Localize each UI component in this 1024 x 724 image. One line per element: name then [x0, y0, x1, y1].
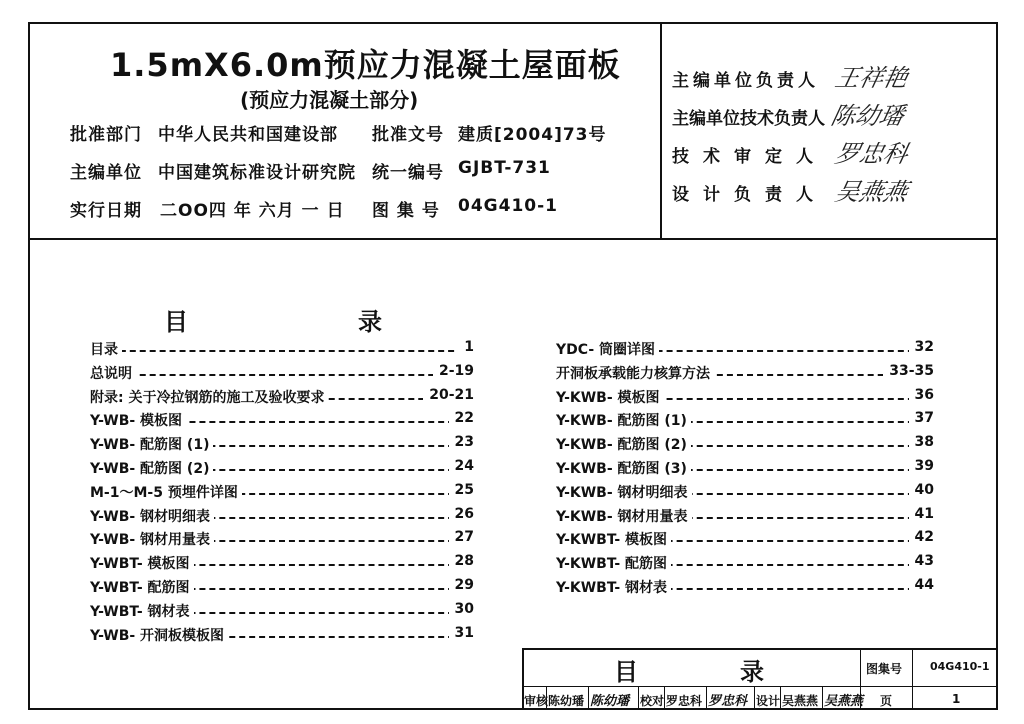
atlas-no-label: 图 集 号: [372, 201, 440, 221]
toc-row: [90, 387, 474, 409]
toc-title: Y-WB- 配筋图 (2): [90, 458, 213, 478]
approval-doc: 建质[2004]73号: [458, 125, 607, 145]
toc-row: [556, 553, 934, 575]
editor-unit: 中国建筑标准设计研究院: [158, 163, 356, 183]
unified-no: GJBT-731: [458, 158, 551, 178]
toc-title: 目录: [90, 339, 122, 359]
toc-row: [90, 434, 474, 456]
responsible-role-4: 设计负责人: [672, 185, 827, 205]
toc-title: Y-WBT- 钢材表: [90, 601, 194, 621]
tb-review-name: 陈幼璠: [548, 694, 585, 708]
tb-check-sig: 罗忠科: [708, 694, 748, 709]
tb-divider-2: [912, 648, 913, 710]
responsible-role-2: 主编单位技术负责人: [672, 109, 825, 129]
toc-title: Y-KWB- 配筋图 (1): [556, 410, 691, 430]
toc-row: [556, 529, 934, 551]
toc-title: YDC- 筒圈详图: [556, 339, 659, 359]
toc-title: M-1～M-5 预埋件详图: [90, 482, 242, 502]
toc-heading-left: 目: [164, 308, 188, 336]
toc-row: [556, 506, 934, 528]
toc-row: [90, 529, 474, 551]
toc-page: 39: [909, 458, 934, 474]
tb-review-label: 审核: [524, 694, 549, 708]
toc-row: [90, 625, 474, 647]
toc-row: [556, 363, 934, 385]
toc-title: Y-WB- 钢材用量表: [90, 529, 214, 549]
toc-row: [556, 458, 934, 480]
document-subtitle: (预应力混凝土部分): [240, 88, 419, 112]
toc-title: Y-WB- 模板图: [90, 410, 186, 430]
toc-title: 总说明: [90, 363, 136, 383]
tb-page-label: 页: [880, 694, 893, 708]
toc-page: 1: [458, 339, 474, 355]
unified-no-label: 统一编号: [372, 163, 444, 183]
editor-unit-label: 主编单位: [70, 163, 142, 183]
toc-title: Y-WB- 钢材明细表: [90, 506, 214, 526]
header-vertical-divider: [660, 22, 662, 238]
tb-check-label: 校对: [640, 694, 665, 708]
toc-row: [556, 577, 934, 599]
toc-title: Y-KWB- 钢材明细表: [556, 482, 692, 502]
approval-dept-label: 批准部门: [70, 125, 142, 145]
atlas-no: 04G410-1: [458, 196, 558, 216]
toc-row: [556, 482, 934, 504]
tb-divider-8: [754, 686, 755, 710]
toc-title: Y-WB- 配筋图 (1): [90, 434, 213, 454]
toc-page: 43: [909, 553, 934, 569]
toc-row: [556, 387, 934, 409]
toc-title: Y-WBT- 配筋图: [90, 577, 194, 597]
tb-divider-6: [664, 686, 665, 710]
toc-page: 33-35: [883, 363, 934, 379]
tb-check-name: 罗忠科: [666, 694, 703, 708]
header-divider: [28, 238, 998, 240]
approval-dept: 中华人民共和国建设部: [158, 125, 338, 145]
tb-review-sig: 陈幼璠: [590, 694, 630, 709]
toc-title: Y-WB- 开洞板模板图: [90, 625, 228, 645]
toc-page: 37: [909, 410, 934, 426]
toc-page: 22: [449, 410, 474, 426]
toc-page: 25: [449, 482, 474, 498]
responsible-role-1: 主编单位负责人: [672, 71, 819, 91]
toc-row: [90, 482, 474, 504]
document-title: 1.5mX6.0m预应力混凝土屋面板: [110, 46, 621, 84]
toc-title: Y-KWB- 配筋图 (2): [556, 434, 691, 454]
toc-row: [90, 458, 474, 480]
toc-heading-right: 录: [358, 308, 382, 336]
approval-doc-label: 批准文号: [372, 125, 444, 145]
tb-divider-9: [780, 686, 781, 710]
toc-row: [90, 577, 474, 599]
toc-title: Y-WBT- 模板图: [90, 553, 194, 573]
toc-title: Y-KWBT- 钢材表: [556, 577, 671, 597]
signature-3: 罗忠科: [832, 140, 911, 168]
tb-design-label: 设计: [756, 694, 781, 708]
tb-design-sig: 吴燕燕: [824, 694, 864, 709]
toc-row: [90, 506, 474, 528]
toc-title: Y-KWBT- 配筋图: [556, 553, 671, 573]
tb-divider-5: [638, 686, 639, 710]
toc-page: 32: [909, 339, 934, 355]
toc-title: 附录: 关于冷拉钢筋的施工及验收要求: [90, 387, 328, 407]
toc-page: 38: [909, 434, 934, 450]
toc-row: [556, 434, 934, 456]
toc-page: 29: [449, 577, 474, 593]
toc-page: 36: [909, 387, 934, 403]
tb-name-left: 目: [614, 658, 638, 686]
toc-page: 40: [909, 482, 934, 498]
toc-page: 28: [449, 553, 474, 569]
tb-atlas-no: 04G410-1: [930, 660, 990, 673]
responsible-role-3: 技术审定人: [672, 147, 827, 167]
toc-row: [556, 339, 934, 361]
toc-title: Y-KWB- 钢材用量表: [556, 506, 692, 526]
signature-1: 王祥艳: [832, 64, 911, 92]
toc-title: Y-KWB- 模板图: [556, 387, 664, 407]
toc-page: 20-21: [423, 387, 474, 403]
toc-page: 30: [449, 601, 474, 617]
toc-title: 开洞板承载能力核算方法: [556, 363, 714, 383]
toc-title: Y-KWBT- 模板图: [556, 529, 671, 549]
toc-title: Y-KWB- 配筋图 (3): [556, 458, 691, 478]
toc-page: 31: [449, 625, 474, 641]
toc-row: [90, 601, 474, 623]
tb-atlas-label: 图集号: [866, 662, 903, 676]
toc-page: 2-19: [433, 363, 474, 379]
toc-leader: [90, 350, 474, 352]
toc-row: [90, 553, 474, 575]
toc-page: 41: [909, 506, 934, 522]
tb-divider-4: [588, 686, 589, 710]
effective-date-label: 实行日期: [70, 201, 142, 221]
tb-page-no: 1: [952, 692, 961, 706]
toc-page: 44: [909, 577, 934, 593]
signature-4: 吴燕燕: [832, 178, 911, 206]
tb-divider-10: [822, 686, 823, 710]
toc-row: [90, 339, 474, 361]
toc-page: 27: [449, 529, 474, 545]
toc-leader: [90, 374, 474, 376]
signature-2: 陈幼璠: [828, 102, 907, 130]
effective-date: 二OO四 年 六月 一 日: [160, 201, 345, 221]
toc-row: [90, 363, 474, 385]
toc-page: 23: [449, 434, 474, 450]
tb-design-name: 吴燕燕: [782, 694, 819, 708]
tb-name-right: 录: [740, 658, 764, 686]
tb-divider-7: [706, 686, 707, 710]
toc-page: 42: [909, 529, 934, 545]
toc-row: [556, 410, 934, 432]
toc-page: 24: [449, 458, 474, 474]
toc-row: [90, 410, 474, 432]
toc-page: 26: [449, 506, 474, 522]
